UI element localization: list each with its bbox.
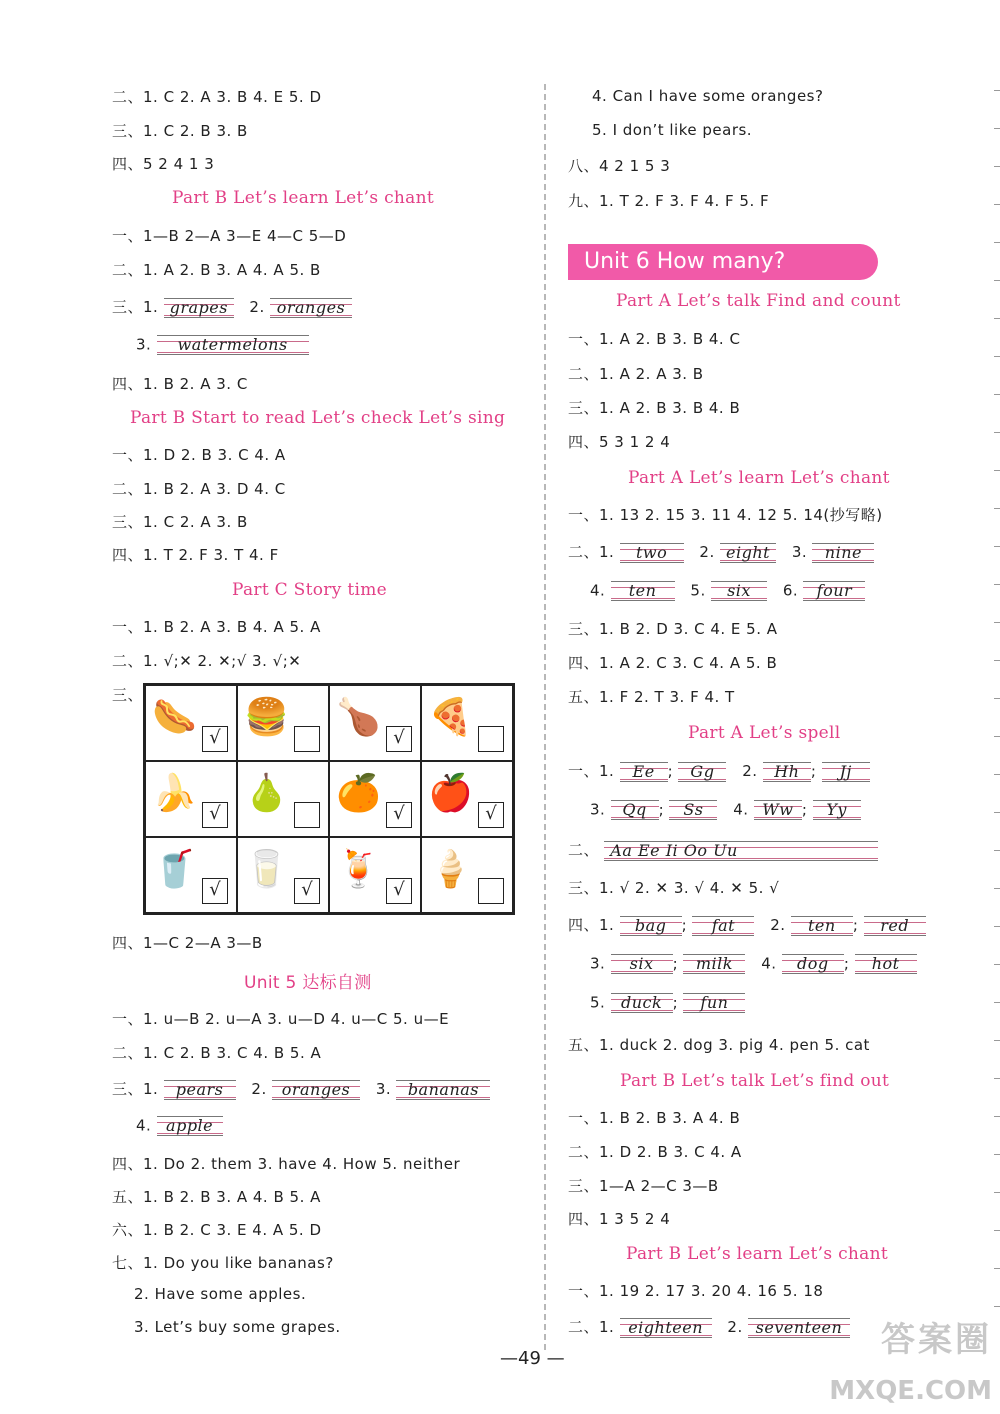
handwritten-answer: Yy [813, 800, 861, 820]
answer-line [568, 541, 874, 563]
margin-tick [994, 508, 1000, 509]
margin-tick [994, 470, 1000, 471]
answer-line: 四、1 3 5 2 4 [568, 1210, 671, 1228]
margin-tick [994, 622, 1000, 623]
grid-cell [329, 837, 421, 913]
handwritten-answer: eighteen [620, 1318, 712, 1338]
handwritten-answer: ten [611, 581, 675, 601]
grid-cell [237, 761, 329, 837]
handwritten-answer: oranges [270, 298, 352, 318]
answer-line: 四、1. A 2. C 3. C 4. A 5. B [568, 654, 778, 672]
answer-line: 四、1—C 2—A 3—B [112, 934, 263, 952]
grid-cell [145, 761, 237, 837]
margin-tick [994, 280, 1000, 281]
answer-line: 五、1. B 2. B 3. A 4. B 5. A [112, 1188, 321, 1206]
answer-line [112, 1078, 490, 1100]
margin-tick [994, 1230, 1000, 1231]
answer-line: 二、1. D 2. B 3. C 4. A [568, 1143, 742, 1161]
item-label: 二、 [568, 841, 600, 859]
item-label: 3. [590, 954, 606, 973]
handwritten-answer: six [611, 954, 673, 974]
check-box: √ [202, 726, 228, 752]
answer-line: 四、5 2 4 1 3 [112, 155, 215, 173]
answer-line: 四、1. B 2. A 3. C [112, 375, 248, 393]
page-number: —49 — [500, 1348, 565, 1369]
margin-tick [994, 660, 1000, 661]
grid-cell [421, 761, 513, 837]
answer-line: 2. Have some apples. [134, 1285, 307, 1303]
handwritten-answer: red [864, 916, 926, 936]
answer-line: 八、4 2 1 5 3 [568, 157, 671, 175]
section-heading: Part C Story time [232, 580, 387, 600]
margin-tick [994, 1306, 1000, 1307]
banana-icon: 🍌 [152, 773, 197, 814]
answer-line: 一、1. B 2. A 3. B 4. A 5. A [112, 618, 321, 636]
unit-banner: Unit 6 How many? [568, 244, 878, 280]
apple-icon: 🍎 [428, 773, 473, 814]
margin-tick [994, 356, 1000, 357]
handwritten-answer: hot [855, 954, 917, 974]
check-box [294, 802, 320, 828]
margin-tick [994, 90, 1000, 91]
answer-line: 四、5 3 1 2 4 [568, 433, 671, 451]
answer-line [112, 296, 352, 318]
answer-line: 3. Qq ; Ss 4. Ww ; Yy [590, 800, 861, 820]
handwritten-answer: bananas [396, 1080, 490, 1100]
coke-icon: 🥤 [152, 849, 197, 890]
item-label: 2. [251, 1080, 267, 1098]
margin-tick [994, 1192, 1000, 1193]
handwritten-answer: dog [782, 954, 844, 974]
answer-line: 一、1. B 2. B 3. A 4. B [568, 1109, 741, 1127]
ice-cream-icon: 🍦 [428, 849, 473, 890]
margin-tick [994, 242, 1000, 243]
handwritten-answer: nine [812, 543, 874, 563]
grid-cell [329, 761, 421, 837]
item-label: 4. [590, 581, 606, 600]
item-label: 4. [136, 1116, 152, 1135]
margin-tick [994, 432, 1000, 433]
answer-line: 二、1. A 2. A 3. B [568, 365, 704, 383]
grid-cell [421, 685, 513, 761]
margin-tick [994, 318, 1000, 319]
answer-line: 二、1. C 2. B 3. C 4. B 5. A [112, 1044, 322, 1062]
pizza-icon: 🍕 [428, 697, 473, 738]
answer-line [568, 839, 878, 861]
check-box: √ [386, 726, 412, 752]
handwritten-answer: ten [791, 916, 853, 936]
handwritten-answer: milk [683, 954, 745, 974]
check-box: √ [202, 802, 228, 828]
answer-line: 一、1. D 2. B 3. C 4. A [112, 446, 286, 464]
milk-icon: 🥛 [244, 849, 289, 890]
hotdog-icon: 🌭 [152, 697, 197, 738]
handwritten-answer: four [803, 581, 865, 601]
handwritten-answer: Aa Ee Ii Oo Uu [604, 841, 878, 861]
margin-tick [994, 1268, 1000, 1269]
answer-line: 三、1. B 2. D 3. C 4. E 5. A [568, 620, 778, 638]
grid-cell [329, 685, 421, 761]
margin-tick [994, 1078, 1000, 1079]
handwritten-answer: seventeen [748, 1318, 850, 1338]
margin-tick [994, 774, 1000, 775]
check-box [294, 726, 320, 752]
watermark-url: MXQE.COM [829, 1376, 992, 1406]
item-label: 4. [733, 800, 749, 819]
column-divider [544, 84, 546, 1350]
margin-tick [994, 736, 1000, 737]
margin-tick [994, 1040, 1000, 1041]
item-label: 4. [761, 954, 777, 973]
answer-line: 二、1. A 2. B 3. A 4. A 5. B [112, 261, 321, 279]
grid-cell [237, 685, 329, 761]
orange-icon: 🍊 [336, 773, 381, 814]
item-label: 一、1. [568, 762, 615, 780]
answer-line [136, 335, 309, 355]
margin-tick [994, 926, 1000, 927]
answer-line: 一、1. A 2. B 3. B 4. C [568, 330, 741, 348]
grid-cell [145, 837, 237, 913]
item-label: 三、1. [112, 298, 159, 316]
item-label: 6. [782, 581, 799, 600]
check-box: √ [202, 878, 228, 904]
handwritten-answer: Ss [669, 800, 717, 820]
answer-line: 5. duck ; fun [590, 993, 745, 1013]
handwritten-answer: Qq [611, 800, 659, 820]
item-label: 2. [699, 543, 715, 561]
answer-line: 三、1. C 2. A 3. B [112, 513, 248, 531]
handwritten-answer: fat [692, 916, 754, 936]
answer-line: 三、1. √ 2. ✕ 3. √ 4. ✕ 5. √ [568, 879, 780, 897]
margin-tick [994, 546, 1000, 547]
answer-line: 二、1. B 2. A 3. D 4. C [112, 480, 286, 498]
answer-line: 五、1. duck 2. dog 3. pig 4. pen 5. cat [568, 1036, 870, 1054]
answer-line: 3. Let’s buy some grapes. [134, 1318, 341, 1336]
answer-line: 三、1. C 2. B 3. B [112, 122, 248, 140]
handwritten-answer: Gg [678, 762, 726, 782]
answer-line [568, 1316, 850, 1338]
handwritten-answer: six [711, 581, 767, 601]
answer-line: 3. six ; milk 4. dog ; hot [590, 954, 917, 974]
handwritten-answer: Ee [620, 762, 668, 782]
answer-line: 三、1—A 2—C 3—B [568, 1177, 719, 1195]
answer-line: 一、1. u—B 2. u—A 3. u—D 4. u—C 5. u—E [112, 1010, 450, 1028]
answer-line: 二、1. C 2. A 3. B 4. E 5. D [112, 88, 322, 106]
answer-line: 九、1. T 2. F 3. F 4. F 5. F [568, 192, 770, 210]
item-label: 2. [742, 762, 758, 780]
margin-tick [994, 698, 1000, 699]
item-label: 3. [791, 543, 808, 561]
answer-line: 六、1. B 2. C 3. E 4. A 5. D [112, 1221, 322, 1239]
juice-icon: 🍹 [336, 849, 381, 890]
answer-line: 一、1—B 2—A 3—E 4—C 5—D [112, 227, 347, 245]
margin-tick [994, 394, 1000, 395]
answer-line: 5. I don’t like pears. [592, 121, 753, 139]
pear-icon: 🍐 [244, 773, 289, 814]
section-heading: Unit 5 达标自测 [244, 973, 372, 993]
margin-tick [994, 166, 1000, 167]
food-check-grid [143, 683, 515, 915]
item-label: 三、1. [112, 1080, 159, 1098]
answer-line: 四、1. bag ; fat 2. ten ; red [568, 914, 926, 936]
margin-tick [994, 584, 1000, 585]
section-heading: Part A Let’s learn Let’s chant [628, 468, 890, 488]
handwritten-answer: fun [683, 993, 745, 1013]
grid-cell [237, 837, 329, 913]
handwritten-answer: duck [611, 993, 673, 1013]
section-heading: Part B Let’s learn Let’s chant [626, 1244, 888, 1264]
item-label: 5. [690, 581, 706, 600]
item-label: 3. [590, 800, 606, 819]
item-label: 四、1. [568, 916, 615, 934]
margin-tick [994, 850, 1000, 851]
handwritten-answer: watermelons [157, 335, 309, 355]
check-box: √ [478, 802, 504, 828]
answer-line: 七、1. Do you like bananas? [112, 1254, 334, 1272]
handwritten-answer: Ww [754, 800, 802, 820]
answer-line: 四、1. T 2. F 3. T 4. F [112, 546, 279, 564]
margin-tick [994, 964, 1000, 965]
grid-cell [145, 685, 237, 761]
section-heading: Part A Let’s spell [688, 723, 841, 743]
answer-line: 4. Can I have some oranges? [592, 87, 824, 105]
handwritten-answer: Jj [822, 762, 870, 782]
answer-line [590, 581, 865, 601]
item-label: 3. [375, 1080, 392, 1098]
answer-line: 一、1. 19 2. 17 3. 20 4. 16 5. 18 [568, 1282, 824, 1300]
handwritten-answer: Hh [763, 762, 811, 782]
handwritten-answer: pears [164, 1080, 236, 1100]
grid-cell [421, 837, 513, 913]
margin-tick [994, 204, 1000, 205]
answer-line: 三、 [112, 686, 144, 704]
check-box: √ [386, 802, 412, 828]
handwritten-answer: bag [620, 916, 682, 936]
watermark-logo: 答案圈 [881, 1320, 992, 1360]
section-heading: Part B Let’s talk Let’s find out [620, 1071, 890, 1091]
handwritten-answer: grapes [164, 298, 234, 318]
margin-tick [994, 1116, 1000, 1117]
item-label: 2. [249, 298, 265, 316]
handwritten-answer: two [620, 543, 684, 563]
answer-line: 一、1. 13 2. 15 3. 11 4. 12 5. 14(抄写略) [568, 506, 883, 524]
answer-line: 四、1. Do 2. them 3. have 4. How 5. neither [112, 1155, 461, 1173]
check-box [478, 878, 504, 904]
check-box: √ [294, 878, 320, 904]
section-heading: Part B Let’s learn Let’s chant [172, 188, 434, 208]
answer-line: 一、1. Ee ; Gg 2. Hh ; Jj [568, 760, 870, 782]
handwritten-answer: apple [157, 1116, 223, 1136]
answer-line [136, 1116, 223, 1136]
margin-tick [994, 1154, 1000, 1155]
answer-line: 五、1. F 2. T 3. F 4. T [568, 688, 735, 706]
answer-line: 三、1. A 2. B 3. B 4. B [568, 399, 741, 417]
check-box: √ [386, 878, 412, 904]
check-box [478, 726, 504, 752]
margin-tick [994, 888, 1000, 889]
hamburger-icon: 🍔 [244, 697, 289, 738]
item-label: 3. [136, 335, 152, 354]
item-label: 二、1. [568, 1318, 615, 1336]
handwritten-answer: eight [720, 543, 776, 563]
margin-tick [994, 812, 1000, 813]
item-label: 2. [727, 1318, 743, 1336]
handwritten-answer: oranges [272, 1080, 360, 1100]
section-heading: Part B Start to read Let’s check Let’s sing [130, 408, 506, 428]
margin-tick [994, 1002, 1000, 1003]
section-heading: Part A Let’s talk Find and count [616, 291, 901, 311]
item-label: 二、1. [568, 543, 615, 561]
item-label: 2. [770, 916, 786, 934]
answer-line: 二、1. √;✕ 2. ✕;√ 3. √;✕ [112, 652, 302, 670]
margin-tick [994, 128, 1000, 129]
chicken-leg-icon: 🍗 [336, 697, 381, 738]
item-label: 5. [590, 993, 606, 1012]
